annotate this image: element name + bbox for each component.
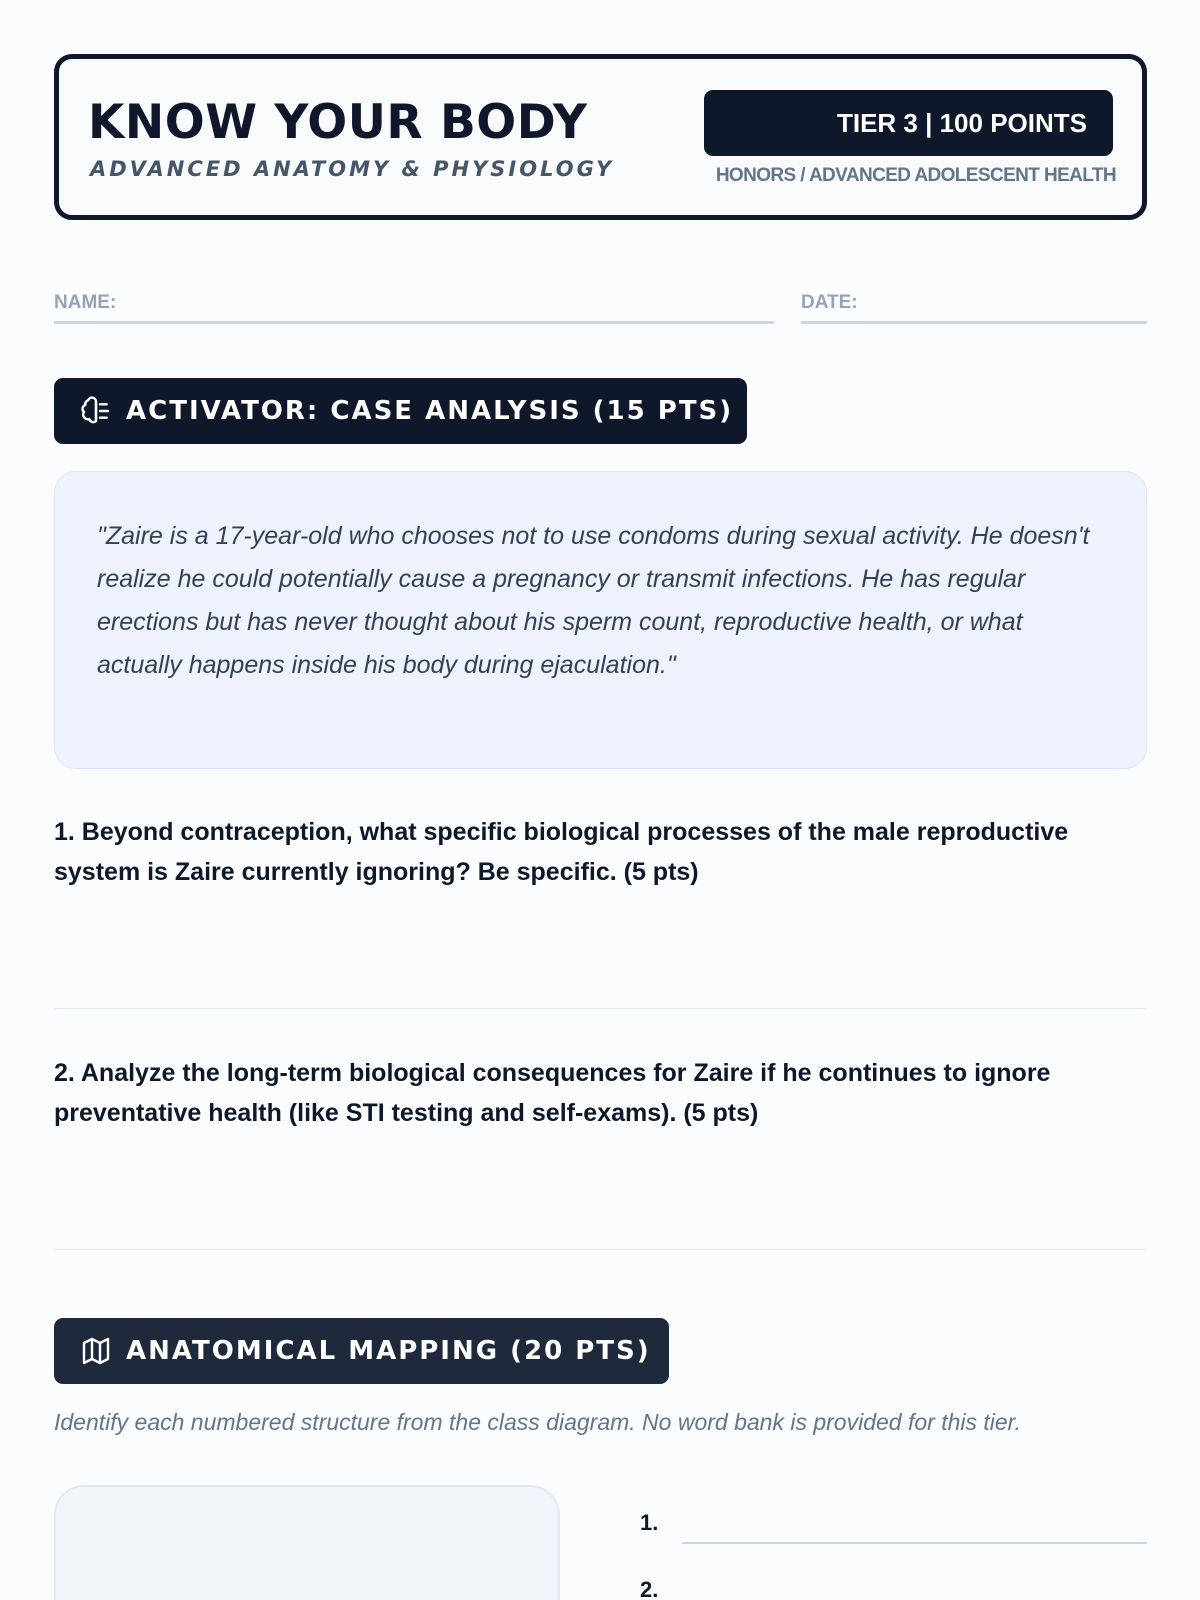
case-study-text: "Zaire is a 17-year-old who chooses not to use condoms during sexual activity. He doesn't realize he could potentially cause a pregnancy or transmit infections. He has regular erections but has never thought about his sperm count, reproductive health, or what actually happens inside his body during ejaculation." bbox=[97, 522, 1090, 679]
label-item-2[interactable] bbox=[640, 1569, 1147, 1600]
label-number: 1. bbox=[640, 1510, 659, 1535]
date-label: DATE: bbox=[801, 292, 858, 313]
answer-line-2[interactable] bbox=[54, 1249, 1147, 1250]
activator-heading: ACTIVATOR: CASE ANALYSIS (15 PTS) bbox=[126, 396, 734, 426]
question-2: 2. Analyze the long-term biological consequences for Zaire if he continues to ignore preventative health (like STI testing and self-exams). (5 pts) bbox=[54, 1059, 1051, 1127]
label-item-1[interactable] bbox=[640, 1502, 1147, 1542]
tier-badge bbox=[704, 90, 1113, 156]
name-field[interactable] bbox=[54, 284, 774, 324]
brain-icon bbox=[80, 395, 112, 427]
page-subtitle: ADVANCED ANATOMY & PHYSIOLOGY bbox=[90, 157, 615, 181]
tier-badge-label: TIER 3 | 100 POINTS bbox=[836, 107, 1087, 138]
mapping-section-header bbox=[54, 1318, 669, 1384]
answer-line-1[interactable] bbox=[54, 1008, 1147, 1009]
diagram-placeholder bbox=[54, 1485, 560, 1600]
name-label: NAME: bbox=[54, 292, 117, 313]
worksheet-page bbox=[54, 54, 1147, 1600]
student-info-row bbox=[54, 284, 1147, 324]
course-label: HONORS / ADVANCED ADOLESCENT HEALTH bbox=[715, 165, 1116, 186]
mapping-instruction: Identify each numbered structure from the class diagram. No word bank is provided for this tier. bbox=[54, 1409, 1021, 1435]
date-field[interactable] bbox=[801, 284, 1147, 324]
mapping-heading: ANATOMICAL MAPPING (20 PTS) bbox=[126, 1336, 651, 1366]
question-1: 1. Beyond contraception, what specific biological processes of the male reproductive system is Zaire currently ignoring? Be specific. (5 pts) bbox=[54, 818, 1069, 886]
case-study-box bbox=[54, 471, 1147, 769]
activator-section-header bbox=[54, 378, 747, 444]
label-number: 2. bbox=[640, 1577, 659, 1600]
label-answer-line[interactable] bbox=[682, 1542, 1147, 1544]
page-title: KNOW YOUR BODY bbox=[88, 95, 588, 150]
header-card bbox=[54, 54, 1147, 220]
map-icon bbox=[80, 1335, 112, 1367]
